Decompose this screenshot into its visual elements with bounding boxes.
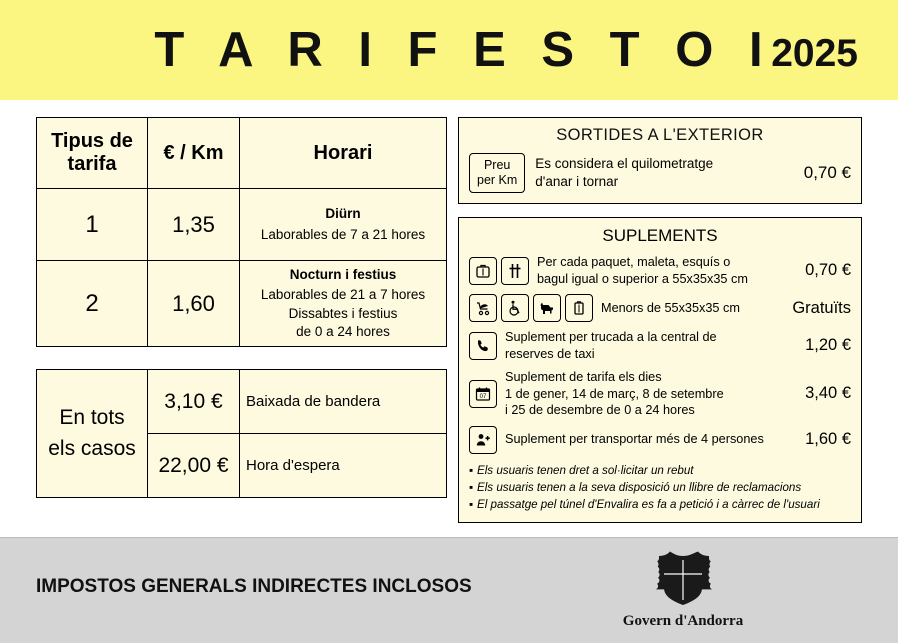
exterior-line-2: d'anar i tornar — [535, 174, 619, 189]
extra-passengers-line-1: Suplement per transportar més de 4 persones — [505, 432, 764, 447]
note-item — [469, 496, 851, 513]
schedule-title-1: Diürn — [325, 206, 361, 222]
exterior-title: SORTIDES A L'EXTERIOR — [556, 126, 764, 144]
phone-icon — [469, 332, 497, 360]
supplement-extra-passengers-price: 1,60 € — [805, 430, 851, 448]
dog-icon — [533, 294, 561, 322]
supplement-row-holidays — [469, 369, 851, 419]
schedule-line-1-1: Laborables de 7 a 21 hores — [260, 226, 426, 242]
exterior-panel — [458, 117, 862, 204]
supplement-luggage-text — [529, 254, 787, 287]
note-text-3: El passatge pel túnel d'Envalira es fa a petició i a càrrec de l'usuari — [477, 498, 820, 512]
supplement-row-extra-passengers — [469, 426, 851, 454]
exterior-line-1: Es considera el quilometratge — [535, 155, 714, 171]
badge-line-1: Preu — [483, 158, 511, 172]
header-banner — [0, 0, 898, 100]
supplement-phone-text — [497, 329, 787, 362]
supplements-panel — [458, 217, 862, 523]
tariff-price-1: 1,35 — [148, 189, 240, 261]
supplement-row-small-items — [469, 294, 851, 322]
phone-line-1: Suplement per trucada a la central de — [505, 330, 717, 344]
supplement-small-items-price: Gratuïts — [792, 298, 851, 317]
all-cases-label: En tots els casos — [37, 370, 148, 498]
badge-line-2: per Km — [477, 173, 518, 187]
small-bag-icon — [565, 294, 593, 322]
tariff-type-1: 1 — [37, 189, 148, 261]
supplement-row-luggage — [469, 254, 851, 287]
schedule-title-2: Nocturn i festius — [289, 267, 397, 283]
ski-icon — [501, 257, 529, 285]
header-year: 2025 — [771, 32, 858, 75]
note-item — [469, 462, 851, 479]
page-title: T A R I F E S T O I — [154, 23, 774, 77]
table-row — [37, 261, 447, 347]
supplement-extra-passengers-text — [497, 431, 787, 448]
supplements-title: SUPLEMENTS — [602, 226, 718, 245]
supplement-row-phone — [469, 329, 851, 362]
suitcase-icon — [469, 257, 497, 285]
exterior-description — [525, 155, 797, 191]
stroller-icon — [469, 294, 497, 322]
government-logo-block — [588, 550, 778, 630]
schedule-line-2-3: de 0 a 24 hores — [296, 323, 390, 339]
waiting-hour-desc: Hora d'espera — [240, 434, 447, 498]
note-item — [469, 479, 851, 496]
table-row — [37, 370, 447, 434]
waiting-hour-amount: 22,00 € — [148, 434, 240, 498]
bullet-icon: ▪ — [469, 463, 474, 477]
footer-bar — [0, 537, 898, 643]
tariff-table — [36, 117, 447, 347]
schedule-line-2-2: Dissabtes i festius — [288, 305, 398, 321]
notes-list — [469, 462, 851, 514]
bullet-icon: ▪ — [469, 498, 474, 512]
price-per-km-badge — [469, 153, 525, 193]
column-header-schedule: Horari — [240, 118, 447, 189]
schedule-line-2-1: Laborables de 21 a 7 hores — [260, 287, 426, 303]
tariff-type-2: 2 — [37, 261, 148, 347]
calendar-icon — [469, 380, 497, 408]
footer-taxes-text: IMPOSTOS GENERALS INDIRECTES INCLOSOS — [36, 576, 472, 597]
supplement-small-items-text — [593, 300, 786, 317]
add-person-icon — [469, 426, 497, 454]
column-header-price: € / Km — [148, 118, 240, 189]
bullet-icon: ▪ — [469, 480, 474, 494]
right-column — [458, 117, 862, 523]
luggage-line-2: bagul igual o superior a 55x35x35 cm — [537, 271, 748, 286]
exterior-price: 0,70 € — [803, 163, 851, 182]
left-column — [36, 117, 446, 498]
tariff-schedule-1 — [240, 189, 447, 261]
holidays-line-2: 1 de gener, 14 de març, 8 de setembre — [505, 386, 724, 401]
holidays-line-1: Suplement de tarifa els dies — [505, 370, 662, 384]
tariff-schedule-2 — [240, 261, 447, 347]
supplement-holidays-price: 3,40 € — [805, 384, 851, 403]
table-header-row — [37, 118, 447, 189]
flag-drop-amount: 3,10 € — [148, 370, 240, 434]
supplement-luggage-price: 0,70 € — [805, 261, 851, 279]
svg-text:07: 07 — [479, 393, 487, 400]
tariff-price-2: 1,60 — [148, 261, 240, 347]
all-cases-table — [36, 369, 447, 498]
phone-line-2: reserves de taxi — [505, 346, 595, 361]
flag-drop-desc: Baixada de bandera — [240, 370, 447, 434]
andorra-coat-of-arms-icon — [648, 593, 718, 610]
government-name: Govern d'Andorra — [622, 613, 744, 629]
table-row — [37, 189, 447, 261]
wheelchair-icon — [501, 294, 529, 322]
holidays-line-3: i 25 de desembre de 0 a 24 hores — [505, 403, 695, 417]
column-header-type: Tipus de tarifa — [37, 118, 148, 189]
supplement-phone-price: 1,20 € — [805, 336, 851, 354]
supplement-holidays-text — [497, 369, 787, 419]
note-text-1: Els usuaris tenen dret a sol·licitar un rebut — [477, 463, 694, 477]
note-text-2: Els usuaris tenen a la seva disposició un llibre de reclamacions — [477, 480, 802, 494]
luggage-line-1: Per cada paquet, maleta, esquís o — [537, 255, 731, 269]
small-items-line-1: Menors de 55x35x35 cm — [601, 300, 740, 315]
